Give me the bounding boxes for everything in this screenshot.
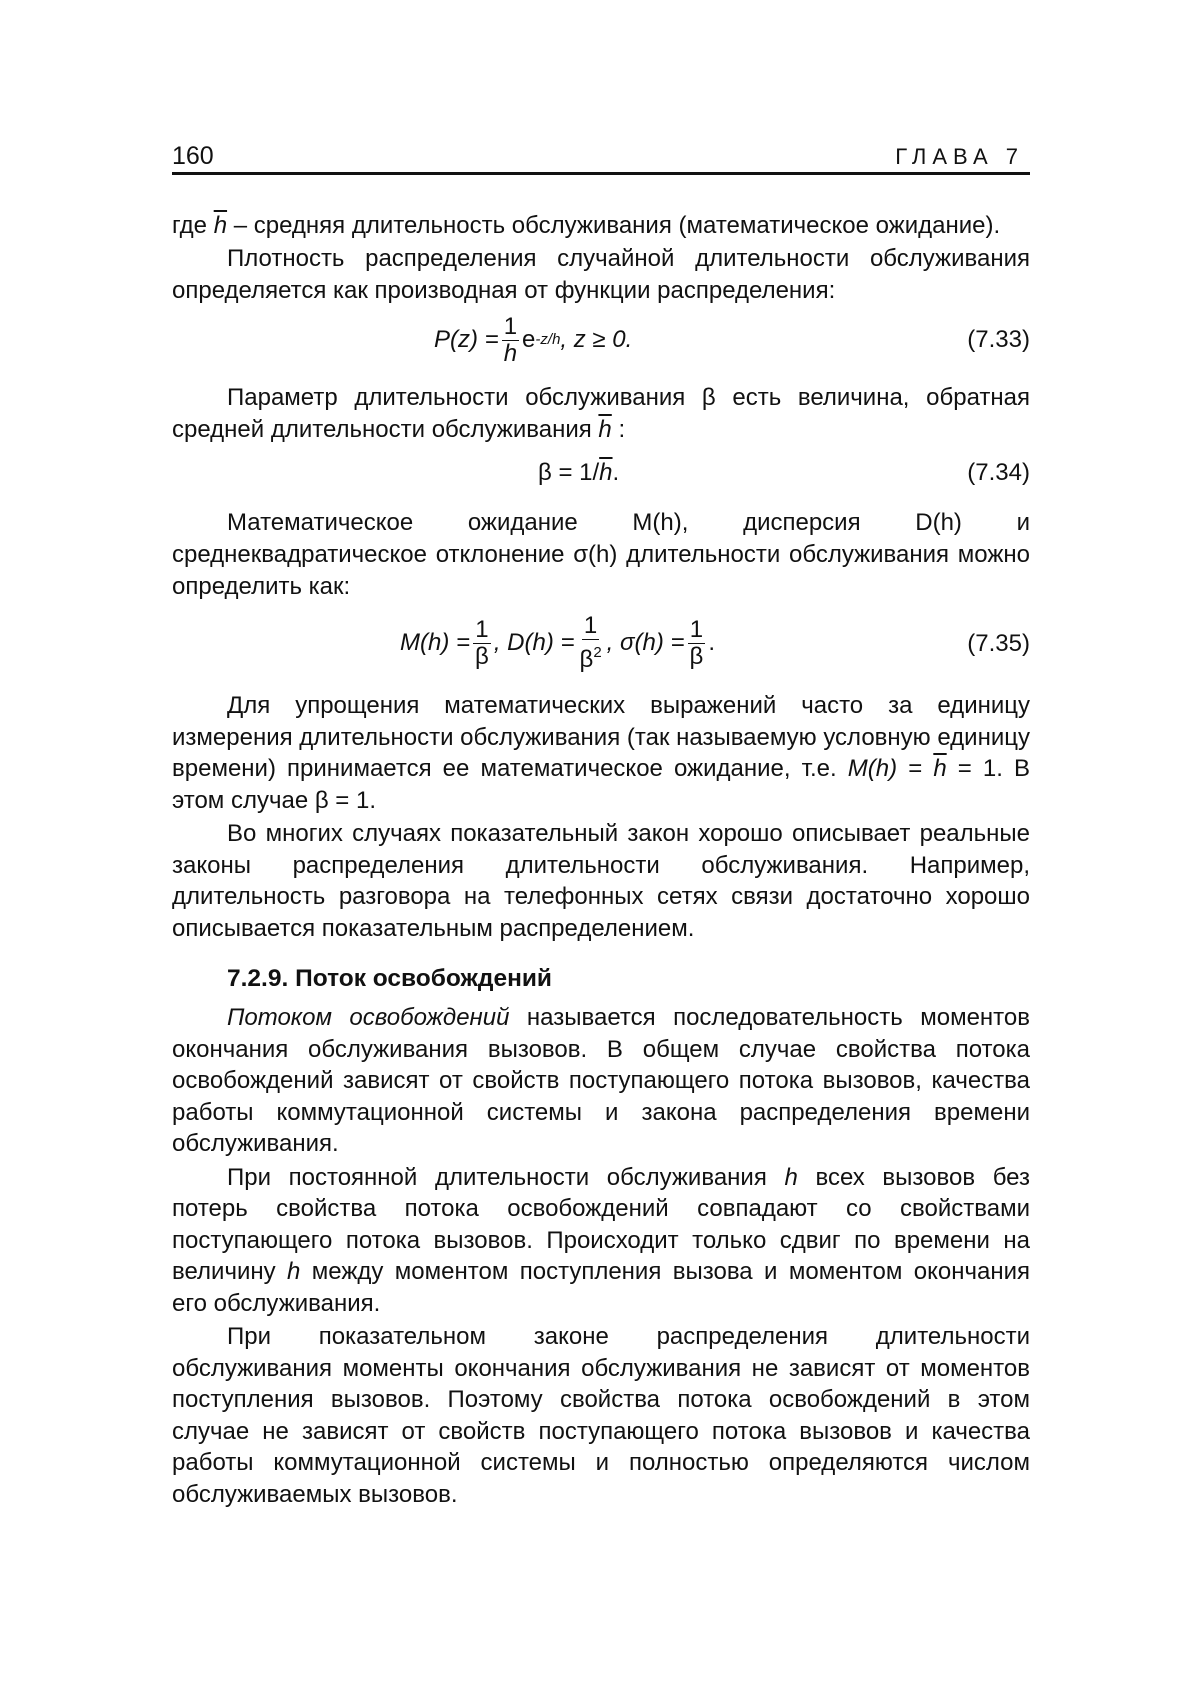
defined-term: Потоком освобождений [227,1004,510,1032]
paragraph-4: Математическое ожидание M(h), дисперсия D(h) и среднеквадратическое отклонение σ(h) длительности обслуживания можно определить как: [172,509,1030,600]
fraction: $\frac{1}{\beta}$ [689,615,704,670]
formula-expression: P(z) = $\frac{1}{h}$ e -z/h , z ≥ 0. [434,312,633,367]
formula-expression: β = 1/ $\overline{h}$ . [538,458,620,486]
h-bar-symbol: $\overline{h}$ [213,212,228,239]
equation-number: (7.35) [967,630,1030,658]
paragraph-2: Плотность распределения случайной длительности обслуживания определяется как производная от функции распределения: [172,245,1030,304]
paragraph-5: Для упрощения математических выражений часто за единицу измерения длительности обслуживания (так называемую условную единицу времени) принимается ее математическое ожидание, т.е. $M(h) = \overline{h} = 1$. В этом случае β = 1. [172,692,1031,815]
formula-7-34 [172,447,1030,497]
paragraph-8: При постоянной длительности обслуживания h всех вызовов без потерь свойства потока освобождений совпадают со свойствами поступающего потока вызовов. Происходит только сдвиг по времени на величину h между моментом поступления вызова и моментом окончания его обслуживания. [172,1163,1030,1317]
page-body [172,210,1030,1511]
equation-number: (7.34) [967,459,1030,487]
page-header [172,142,1030,175]
equation-number: (7.33) [967,326,1030,354]
paragraph-6: Во многих случаях показательный закон хорошо описывает реальные законы распределения длительности обслуживания. Например, длительность разговора на телефонных сетях связи достаточно хорошо описывается показательным распределением. [172,820,1030,942]
chapter-title: ГЛАВА 7 [895,144,1024,169]
paragraph-1: где $\overline{h}$ – средняя длительность обслуживания (математическое ожидание). [172,212,1001,239]
formula-expression: M(h) = $\frac{1}{\beta}$ , D(h) = $\frac{1}{\beta^2}$ , σ(h) = $\frac{1}{\beta}$ . [400,612,715,674]
paragraph-7: Потоком освобождений называется последовательность моментов окончания обслуживания вызовов. В общем случае свойства потока освобождений зависят от свойств поступающего потока вызовов, качества работы коммутационной системы и закона распределения времени обслуживания. [172,1004,1030,1158]
fraction: $\frac{1}{\beta^2}$ [579,612,602,674]
fraction: $\frac{1}{\beta}$ [475,615,489,670]
page-number: 160 [172,142,214,170]
section-heading: 7.2.9. Поток освобождений [227,964,552,992]
formula-7-35 [172,606,1030,680]
paragraph-9: При показательном законе распределения длительности обслуживания моменты окончания обслуживания не зависят от моментов поступления вызовов. Поэтому свойства потока освобождений в этом случае не зависят от свойств поступающего потока вызовов и качества работы коммутационной системы и полностью определяются числом обслуживаемых вызовов. [172,1323,1030,1508]
h-bar-symbol: $\overline{h}$ [598,415,612,443]
h-bar-symbol: $\overline{h}$ [933,755,947,783]
formula-7-33 [172,308,1030,372]
fraction: $\frac{1}{h}$ [503,312,518,367]
paragraph-3: Параметр длительности обслуживания β есть величина, обратная средней длительности обслуживания $\overline{h}$ : [172,384,1030,443]
